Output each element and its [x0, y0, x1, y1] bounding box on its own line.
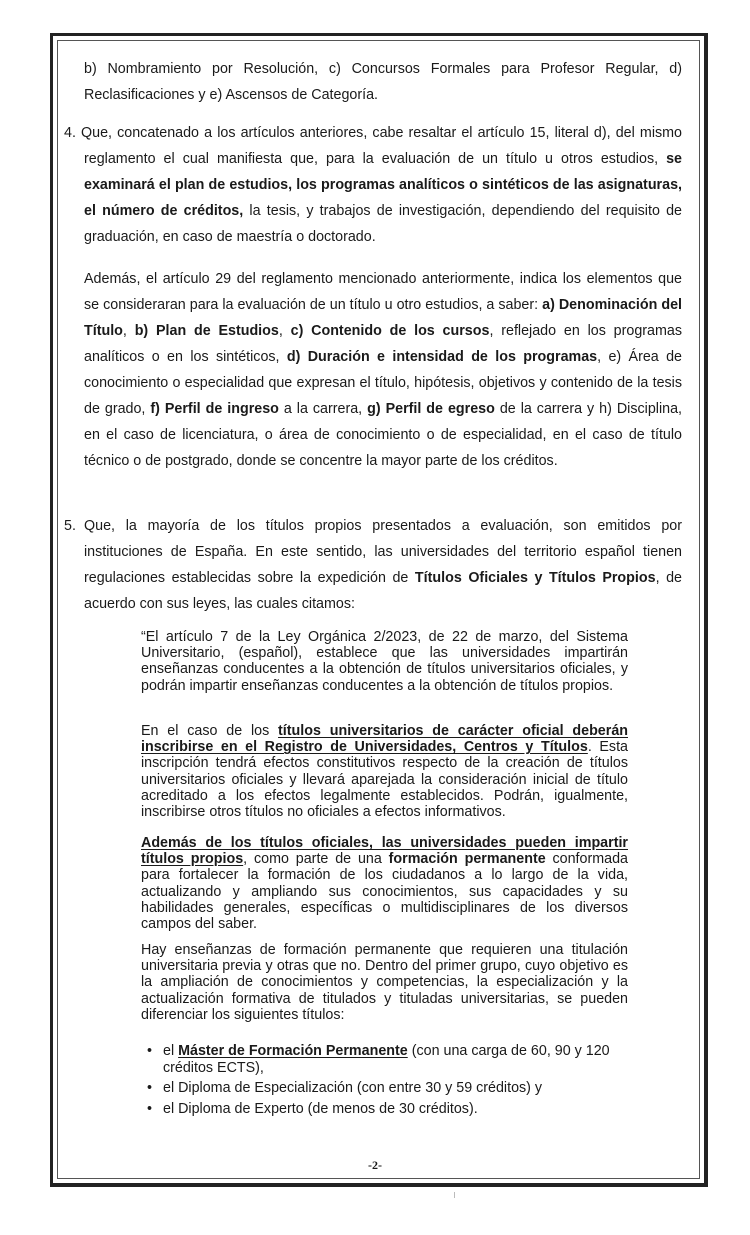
bullet-list	[147, 1043, 633, 1121]
quote-paragraph-4: Hay enseñanzas de formación permanente que requieren una titulación universitaria previa y otras que no. Dentro del primer grupo, cuyo objetivo es la ampliación de conocimientos y competencias, la especialización y la actualización formativa de titulados y tituladas universitarias, se pueden diferenciar los siguientes títulos:	[141, 942, 628, 1023]
item-4-paragraph-1: Que, concatenado a los artículos anteriores, cabe resaltar el artículo 15, literal d), del mismo reglamento el cual manifiesta que, para la evaluación de un título u otros estudios, se examinará el plan de estudios, los programas analíticos o sintéticos de las asignaturas, el número de créditos, la tesis, y trabajos de investigación, dependiendo del requisito de graduación, en caso de maestría o doctorado.	[81, 125, 682, 245]
item-4-number: 4.	[64, 125, 76, 141]
item-4-paragraph-2: Además, el artículo 29 del reglamento mencionado anteriormente, indica los elementos que se consideraran para la evaluación de un título u otro estudios, a saber: a) Denominación del Título, b) Plan de Estudios, c) Contenido de los cursos, reflejado en los programas analíticos o en los sintéticos, d) Duración e intensidad de los programas, e) Área de conocimiento o especialidad que expresan el título, hipótesis, objetivos y contenido de la tesis de grado, f) Perfil de ingreso a la carrera, g) Perfil de egreso de la carrera y h) Disciplina, en el caso de licenciatura, o área de conocimiento o de especialidad, en el caso de título técnico o de postgrado, donde se concentre la mayor parte de los créditos.	[84, 271, 682, 469]
item-5-number: 5.	[64, 518, 76, 534]
item-5-paragraph-1: Que, la mayoría de los títulos propios presentados a evaluación, son emitidos por instituciones de España. En este sentido, las universidades del territorio español tienen regulaciones establecidas sobre la expedición de Títulos Oficiales y Títulos Propios, de acuerdo con sus leyes, las cuales citamos:	[84, 518, 682, 612]
quote-paragraph-1: “El artículo 7 de la Ley Orgánica 2/2023, de 22 de marzo, del Sistema Universitario, (español), establece que las universidades impartirán enseñanzas conducentes a la obtención de títulos universitarios oficiales, y podrán impartir enseñanzas conducentes a la obtención de títulos propios.	[141, 629, 628, 694]
page-number: -2-	[368, 1158, 382, 1172]
continuation-paragraph: b) Nombramiento por Resolución, c) Concursos Formales para Profesor Regular, d) Reclasificaciones y e) Ascensos de Categoría.	[84, 61, 682, 103]
quote-paragraph-3: Además de los títulos oficiales, las universidades pueden impartir títulos propios, como parte de una formación permanente conformada para fortalecer la formación de los ciudadanos a lo largo de la vida, actualizando y ampliando sus conocimientos, sus capacidades y su habilidades generales, específicas o multidisciplinares de los diversos campos del saber.	[141, 835, 628, 933]
scan-speck	[454, 1192, 455, 1198]
quote-paragraph-2: En el caso de los títulos universitarios de carácter oficial deberán inscribirse en el Registro de Universidades, Centros y Títulos. Esta inscripción tendrá efectos constitutivos respecto de la creación de títulos universitarios oficiales y llevará aparejada la consideración inicial de título acreditado a los efectos legalmente establecidos. Podrán, igualmente, inscribirse otros títulos no oficiales a efectos informativos.	[141, 723, 628, 821]
list-item: • el Máster de Formación Permanente (con una carga de 60, 90 y 120 créditos ECTS),	[147, 1043, 633, 1076]
list-item: • el Diploma de Experto (de menos de 30 créditos).	[147, 1101, 633, 1118]
item-4-bold-1: se examinará el plan de estudios, los programas analíticos o sintéticos de las asignaturas, el número de créditos,	[84, 151, 682, 219]
list-item: • el Diploma de Especialización (con entre 30 y 59 créditos) y	[147, 1080, 633, 1097]
